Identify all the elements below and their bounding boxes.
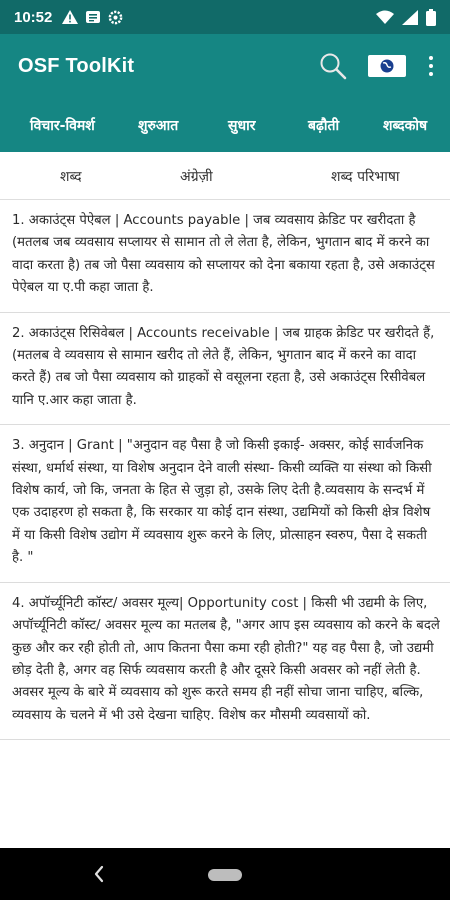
notification-icons (62, 10, 123, 25)
app-title: OSF ToolKit (18, 54, 135, 77)
clipboard-icon (85, 10, 101, 24)
tab-discussion[interactable]: विचार-विमर्श (30, 118, 95, 134)
language-icon[interactable] (368, 55, 406, 77)
tab-improve[interactable]: सुधार (228, 118, 256, 134)
tab-growth[interactable]: बढ़ौती (308, 118, 340, 134)
battery-icon (426, 9, 436, 26)
search-icon[interactable] (318, 51, 348, 81)
more-options-icon[interactable] (426, 54, 436, 78)
system-icons (376, 9, 436, 26)
status-bar (0, 0, 450, 34)
tab-bar (0, 98, 450, 152)
back-icon[interactable] (92, 864, 106, 884)
tab-start[interactable]: शुरुआत (138, 118, 179, 134)
home-button[interactable] (208, 869, 242, 881)
column-definition: शब्द परिभाषा (331, 169, 400, 185)
settings-gear-icon (108, 10, 123, 25)
wifi-icon (376, 10, 394, 25)
column-english: अंग्रेज़ी (180, 169, 213, 185)
tab-glossary[interactable]: शब्दकोष (383, 118, 428, 134)
signal-icon (402, 10, 418, 25)
glossary-entry[interactable]: 3. अनुदान | Grant | "अनुदान वह पैसा है जो किसी इकाई- अक्सर, कोई सार्वजनिक संस्था, धर्मार्थ संस्था, या विशेष अनुदान देने वाली संस्था- किसी व्यक्ति या संस्था को किसी विशेष कार्य, जो कि, जनता के हित से जुड़ा हो, उसके लिए देती है.व्यवसाय के सन्दर्भ में एक उदाहरण हो सकता है, कि सरकार या कोई दान संस्था, उद्यमियों को किसी क्षेत्र विशेष में या किसी विशेष उद्योग में व्यवसाय शुरू करने के लिए, प्रोत्साहन स्वरुप, पैसा दे सकती है. " (0, 425, 450, 582)
glossary-entry[interactable]: 4. अपॉर्च्यूनिटी कॉस्ट/ अवसर मूल्य| Opportunity cost | किसी भी उद्यमी के लिए, अपॉर्च्यूनिटी कॉस्ट/ अवसर मूल्य का मतलब है, "अगर आप इस व्यवसाय को करने के बदले कुछ और कर रही होती तो, आप कितना पैसा कमा रही होती?" यह वह पैसा है, जो उद्यमी छोड़ देती है, अगर वह सिर्फ व्यवसाय करती है और दूसरे किसी अवसर को नहीं लेती है. अवसर मूल्य के बारे में व्यवसाय को शुरू करते समय ही नहीं सोचा जाना चाहिए, बल्कि, व्यवसाय के चलने में भी उसे देखना चाहिए. विशेष कर मौसमी व्यवसायों को. (0, 583, 450, 740)
app-bar-actions (318, 51, 436, 81)
glossary-entry[interactable]: 1. अकाउंट्स पेऐबल | Accounts payable | जब व्यवसाय क्रेडिट पर खरीदता है (मतलब जब व्यवसाय सप्लायर से सामान तो ले लेता है, लेकिन, भुगतान बाद में करने का वादा करता है) तब जो पैसा व्यवसाय को सप्लायर को देना बकाया रहता है, उसे अकाउंट्स पेऐबल या ए.पी कहा जाता है. (0, 200, 450, 313)
column-word: शब्द (60, 169, 82, 185)
app-bar (0, 34, 450, 98)
warning-icon (62, 10, 78, 24)
status-time: 10:52 (14, 8, 53, 26)
glossary-list[interactable] (0, 200, 450, 848)
glossary-entry[interactable]: 2. अकाउंट्स रिसिवेबल | Accounts receivable | जब ग्राहक क्रेडिट पर खरीदते हैं, (मतलब वे व्यवसाय से सामान खरीद तो लेते हैं, लेकिन, भुगतान बाद में करने का वादा करते हैं) तब जो पैसा व्यवसाय को ग्राहकों से वसूलना रहता है, उसे अकाउंट्स रिसीवेबल यानि ए.आर कहा जाता है. (0, 313, 450, 426)
column-header (0, 152, 450, 200)
navigation-bar (0, 848, 450, 900)
